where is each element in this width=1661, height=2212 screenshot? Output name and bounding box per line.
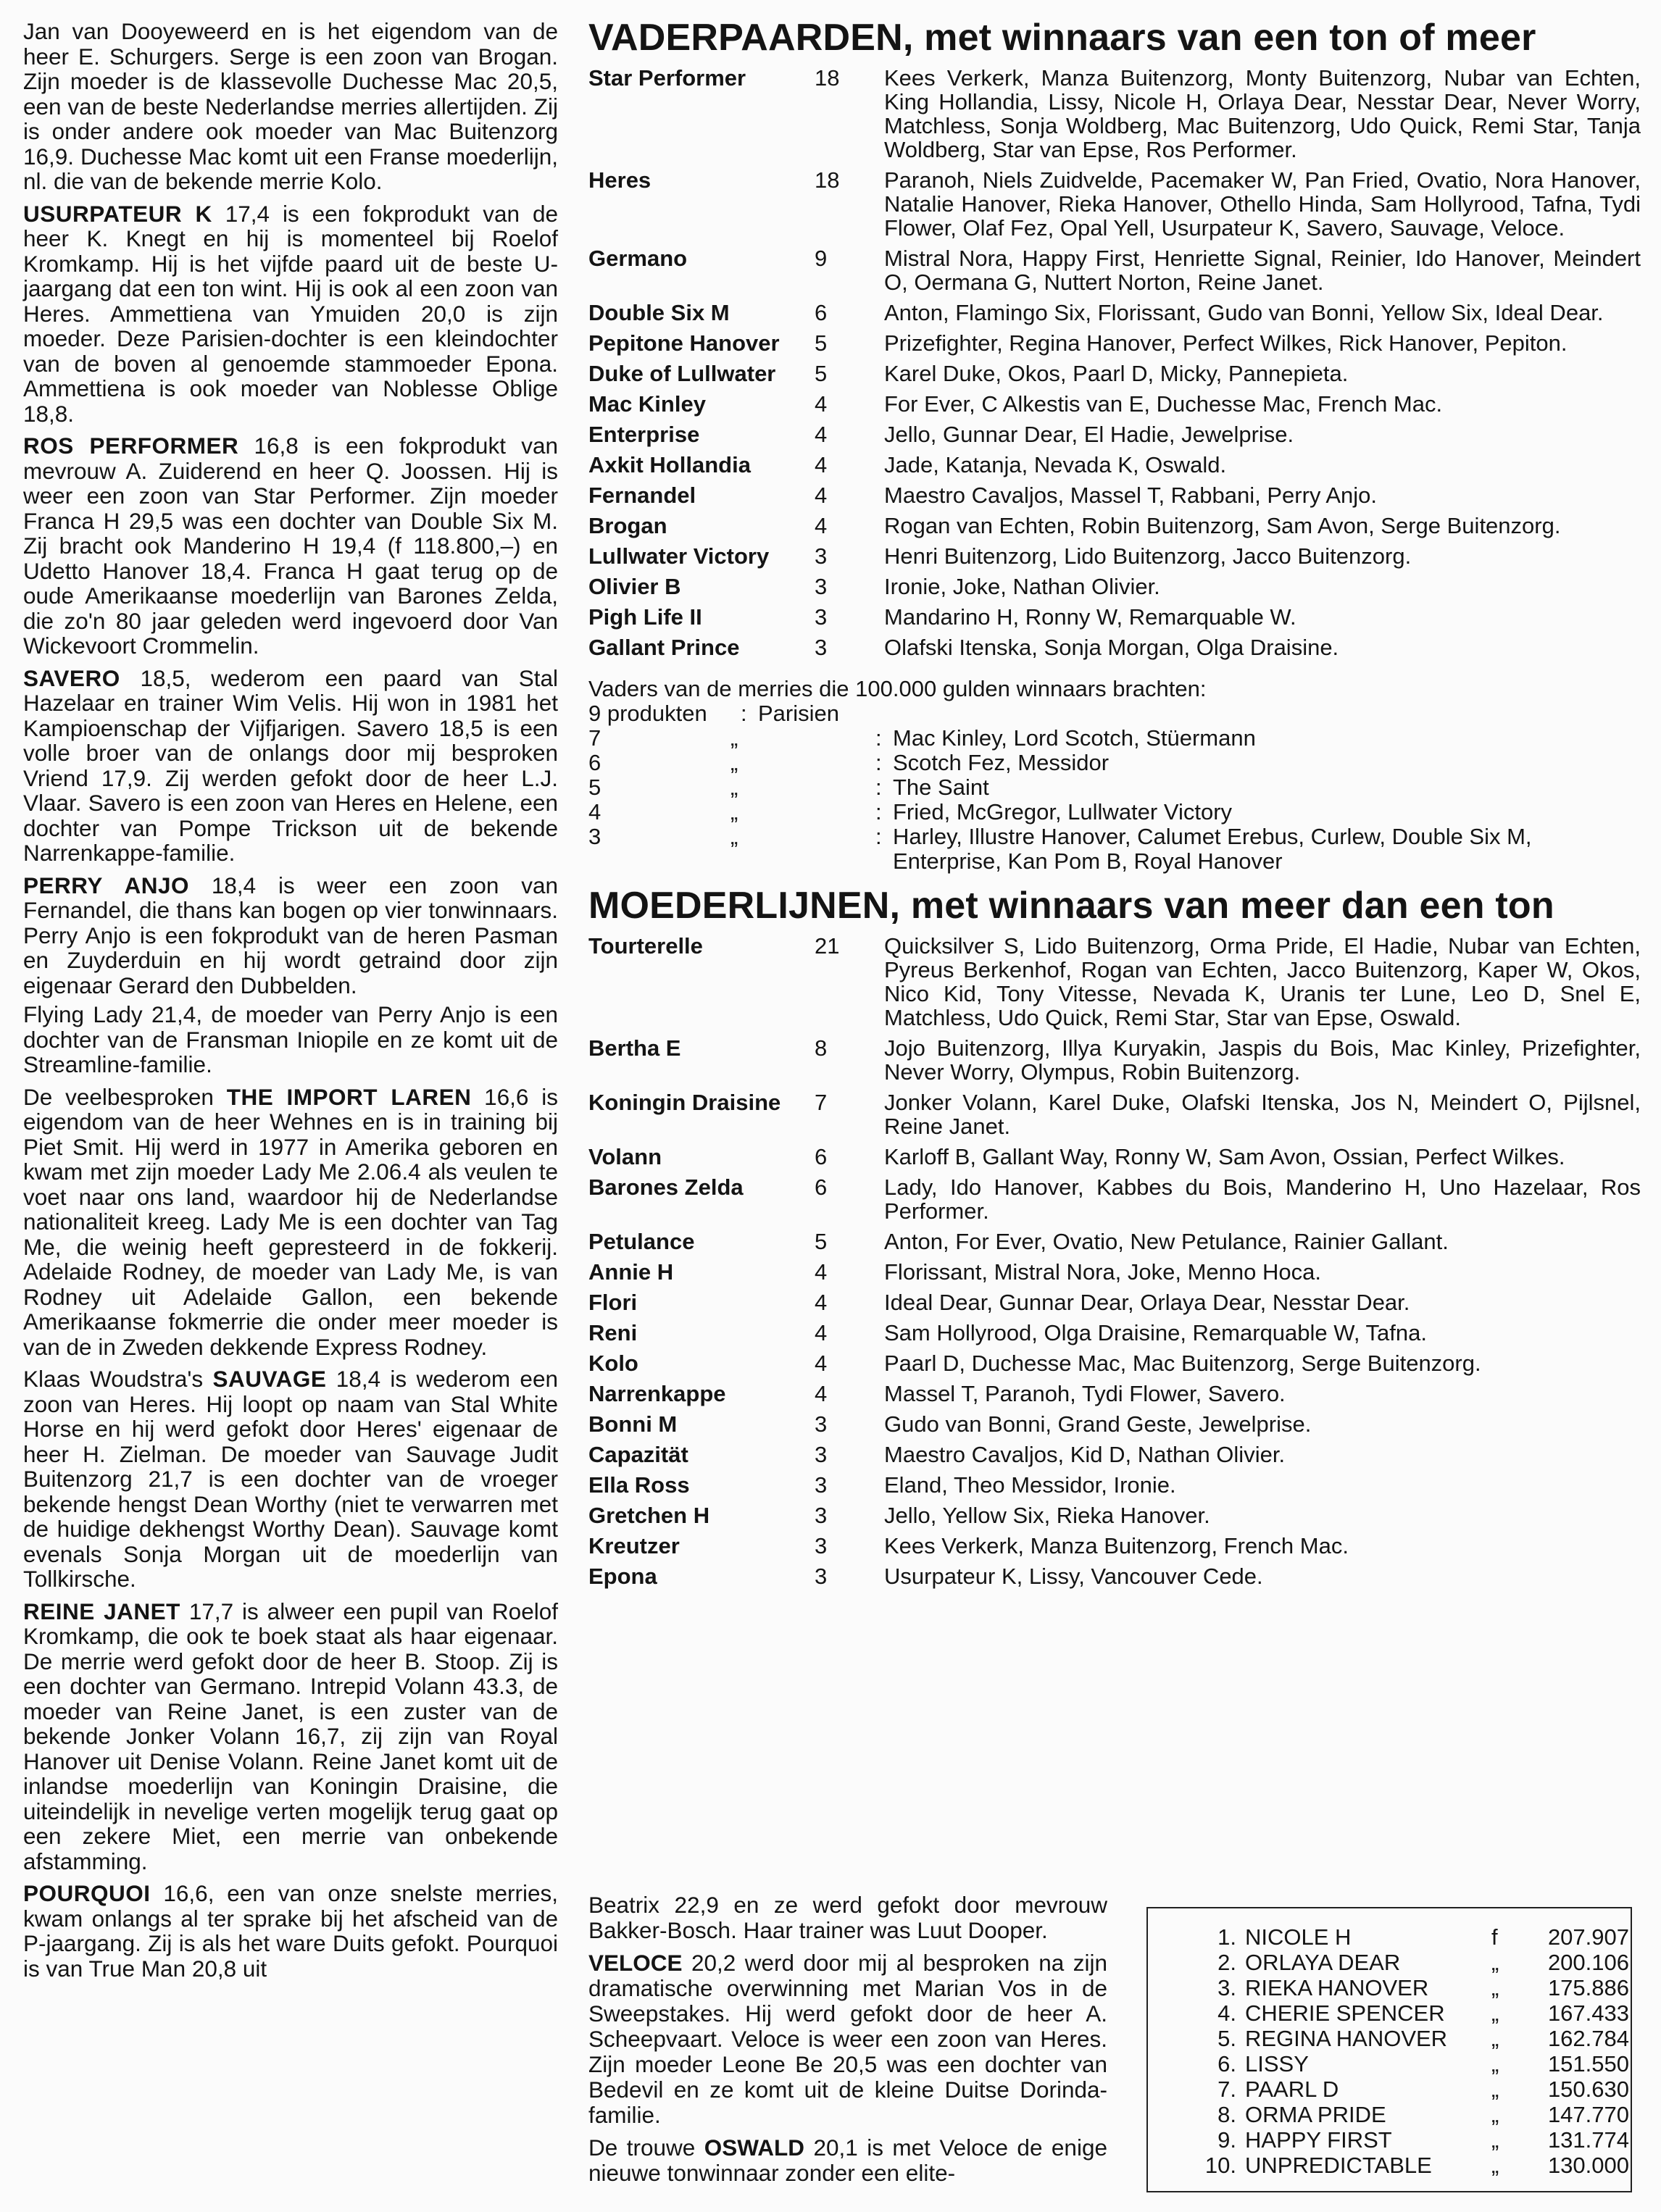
- winner-list: Eland, Theo Messidor, Ironie.: [884, 1472, 1176, 1498]
- winner-list: Jello, Gunnar Dear, El Hadie, Jewelprise.: [884, 422, 1294, 447]
- table-row: [588, 568, 1641, 598]
- rank: 8.: [1217, 2102, 1236, 2127]
- table-row: [588, 59, 1641, 162]
- winner-count: 18: [815, 167, 840, 193]
- table-row: [588, 162, 1641, 240]
- horse-name: Lullwater Victory: [588, 543, 770, 569]
- winner-list: Florissant, Mistral Nora, Joke, Menno Hoca.: [884, 1259, 1321, 1285]
- currency: „: [1491, 2026, 1499, 2051]
- moederlijnen-table: [588, 927, 1641, 1588]
- article-left-column: [23, 19, 558, 1988]
- horse-name: Enterprise: [588, 422, 700, 447]
- winner-list: Ideal Dear, Gunnar Dear, Orlaya Dear, Nesstar Dear.: [884, 1290, 1410, 1315]
- horse-name: Ella Ross: [588, 1472, 690, 1498]
- winner-count: 4: [815, 452, 828, 477]
- winner-count: 18: [815, 65, 840, 91]
- winner-count: 5: [815, 361, 828, 386]
- earnings: 151.550: [1547, 2051, 1629, 2077]
- currency: f: [1491, 1924, 1498, 1950]
- winner-list: Sam Hollyrood, Olga Draisine, Remarquable W, Tafna.: [884, 1320, 1427, 1345]
- earnings: 175.886: [1547, 1975, 1629, 2000]
- winner-list: Maestro Cavaljos, Massel T, Rabbani, Perry Anjo.: [884, 483, 1378, 508]
- winner-count: 3: [815, 635, 828, 660]
- winner-count: 4: [815, 1351, 828, 1376]
- winner-list: Olafski Itenska, Sonja Morgan, Olga Draisine.: [884, 635, 1339, 660]
- horse-name: Petulance: [588, 1229, 695, 1254]
- article-paragraph: De veelbesproken THE IMPORT LAREN 16,6 is eigendom van de heer Wehnes en is in training bij Piet Smit. Hij werd in 1977 in Amerika geboren en kwam met zijn moeder Lady Me 2.06.4 als veulen te voet naar ons land, waardoor hij de Nederlandse nationaliteit kreeg. Lady Me is een dochter van Tag Me, die weinig heeft gepresteerd in de fokkerij. Adelaide Rodney, de moeder van Lady Me, is van Rodney uit Adelaide Gallon, een bekende Amerikaanse fokmerrie die onder meer moeder is van de in Zweden dekkende Express Rodney.: [23, 1083, 558, 1360]
- rank: 1.: [1217, 1924, 1236, 1950]
- horse-name: Bertha E: [588, 1035, 681, 1061]
- horse-name: THE IMPORT LAREN: [226, 1083, 472, 1110]
- horse-name: Star Performer: [588, 65, 746, 91]
- horse-name: RIEKA HANOVER: [1245, 1975, 1429, 2000]
- horse-name: Flori: [588, 1290, 638, 1315]
- rank: 7.: [1217, 2077, 1236, 2102]
- ditto-mark: „: [730, 750, 738, 775]
- winner-count: 6: [815, 1174, 828, 1200]
- horse-name: Heres: [588, 167, 652, 193]
- earnings: 167.433: [1547, 2000, 1629, 2026]
- ditto-mark: „: [730, 775, 738, 800]
- winner-list: Jello, Yellow Six, Rieka Hanover.: [884, 1503, 1210, 1528]
- winner-count: 3: [815, 1533, 828, 1558]
- table-row: [588, 1466, 1641, 1497]
- horse-name: Olivier B: [588, 574, 681, 599]
- horse-name: ORMA PRIDE: [1245, 2102, 1386, 2127]
- article-paragraph: Flying Lady 21,4, de moeder van Perry Anjo is een dochter van de Fransman Iniopile en ze komt uit de Streamline-familie.: [23, 1001, 558, 1077]
- winner-count: 3: [815, 604, 828, 630]
- product-count: 4: [588, 799, 601, 825]
- table-row: [588, 1314, 1641, 1345]
- product-count: 5: [588, 775, 601, 800]
- rank: 4.: [1217, 2000, 1236, 2026]
- list-item: [1191, 1950, 1631, 1975]
- table-row: [588, 1558, 1641, 1588]
- currency: „: [1491, 1975, 1499, 2000]
- horse-name: Epona: [588, 1564, 657, 1589]
- article-paragraph: Jan van Dooyeweerd en is het eigendom van de heer E. Schurgers. Serge is een zoon van Brogan. Zijn moeder is de klassevolle Duchesse Mac 20,5, een van de beste Nederlandse merries allertijden. Zij is onder andere ook moeder van Mac Buitenzorg 16,9. Duchesse Mac komt uit een Franse moederlijn, nl. die van de bekende merrie Kolo.: [23, 18, 558, 194]
- winner-list: Jonker Volann, Karel Duke, Olafski Itenska, Jos N, Meindert O, Pijlsnel, Reine Janet.: [884, 1090, 1641, 1139]
- winner-list: Jade, Katanja, Nevada K, Oswald.: [884, 452, 1227, 477]
- list-item: [588, 800, 1641, 825]
- horse-name: POURQUOI: [23, 1880, 151, 1906]
- table-row: [588, 1223, 1641, 1253]
- winner-list: Anton, Flamingo Six, Florissant, Gudo van Bonni, Yellow Six, Ideal Dear.: [884, 300, 1604, 325]
- currency: „: [1491, 2153, 1499, 2178]
- winner-count: 4: [815, 1381, 828, 1406]
- horse-name: Brogan: [588, 513, 667, 538]
- currency: „: [1491, 2102, 1499, 2127]
- colon-separator: :: [875, 750, 882, 775]
- rank: 9.: [1217, 2127, 1236, 2153]
- horse-name: ROS PERFORMER: [23, 433, 239, 459]
- horse-name: Capazität: [588, 1442, 688, 1467]
- list-item: [1191, 1924, 1631, 1950]
- fathers-of-mares-section: [588, 677, 1641, 874]
- winner-count: 21: [815, 933, 840, 959]
- winner-count: 5: [815, 330, 828, 356]
- horse-name: Pigh Life II: [588, 604, 702, 630]
- sire-list: Mac Kinley, Lord Scotch, Stüermann: [893, 725, 1256, 751]
- winner-list: Quicksilver S, Lido Buitenzorg, Orma Pride, El Hadie, Nubar van Echten, Pyreus Berkenhof, Rogan van Echten, Jacco Buitenzorg, Kaper W, Okos, Nico Kid, Tony Vitesse, Nevada K, Uranis ter Lune, Leo D, Snel E, Matchless, Udo Quick, Remi Star, Star van Epse, Oswald.: [884, 933, 1641, 1030]
- winner-list: Paranoh, Niels Zuidvelde, Pacemaker W, Pan Fried, Ovatio, Nora Hanover, Natalie Hanover, Rieka Hanover, Othello Hinda, Sam Hollyrood, Tafna, Tydi Flower, Olaf Fez, Opal Yell, Usurpateur K, Savero, Sauvage, Veloce.: [884, 167, 1641, 241]
- article-paragraph: Klaas Woudstra's SAUVAGE 18,4 is wederom een zoon van Heres. Hij loopt op naam van Stal White Horse en hij werd gefokt door Heres' eigenaar de heer H. Zielman. De moeder van Sauvage Judit Buitenzorg 21,7 is een dochter van de vroeger bekende hengst Dean Worthy (niet te verwarren met de huidige dekhengst Worthy Dean). Sauvage komt evenals Sonja Morgan uit de moederlijn van Tollkirsche.: [23, 1366, 558, 1592]
- horse-name: NICOLE H: [1245, 1924, 1352, 1950]
- horse-name: Bonni M: [588, 1411, 678, 1437]
- product-count: 7: [588, 725, 601, 751]
- horse-name: Germano: [588, 246, 688, 271]
- sire-list: Fried, McGregor, Lullwater Victory: [893, 799, 1233, 825]
- article-paragraph: SAVERO 18,5, wederom een paard van Stal Hazelaar en trainer Wim Velis. Hij won in 1981 het Kampioenschap der Vijfjarigen. Savero 18,5 is een volle broer van de onlangs door mij besproken Vriend 17,9. Zij werden gefokt door de heer L.J. Vlaar. Savero is een zoon van Heres en Helene, een dochter van Pompe Trickson uit de bekende Narrenkappe-familie.: [23, 664, 558, 866]
- earnings: 200.106: [1547, 1950, 1629, 1975]
- moederlijnen-title: MOEDERLIJNEN, met winnaars van meer dan een ton: [588, 885, 1554, 927]
- horse-name: SAUVAGE: [212, 1366, 327, 1392]
- article-paragraph: VELOCE 20,2 werd door mij al besproken na zijn dramatische overwinning met Marian Vos in de Sweepstakes. Hij werd gefokt door de heer A. Scheepvaart. Veloce is weer een zoon van Heres. Zijn moeder Leone Be 20,5 was een dochter van Bedevil en ze komt uit de kleine Duitse Dorinda-familie.: [588, 1950, 1107, 2128]
- table-row: [588, 1284, 1641, 1314]
- winner-list: Rogan van Echten, Robin Buitenzorg, Sam Avon, Serge Buitenzorg.: [884, 513, 1561, 538]
- list-item: [588, 751, 1641, 775]
- table-row: [588, 1406, 1641, 1436]
- horse-name: Kreutzer: [588, 1533, 680, 1558]
- winner-count: 4: [815, 483, 828, 508]
- winner-count: 4: [815, 1320, 828, 1345]
- table-row: [588, 1138, 1641, 1169]
- sire-list: Harley, Illustre Hanover, Calumet Erebus, Curlew, Double Six M, Enterprise, Kan Pom B, Royal Hanover: [893, 824, 1532, 874]
- horse-name: Gretchen H: [588, 1503, 710, 1528]
- list-item: [1191, 2000, 1631, 2026]
- sire-list: The Saint: [893, 775, 989, 800]
- table-row: [588, 629, 1641, 659]
- sire-list: Scotch Fez, Messidor: [893, 750, 1110, 775]
- horse-name: CHERIE SPENCER: [1245, 2000, 1445, 2026]
- horse-name: ORLAYA DEAR: [1245, 1950, 1401, 1975]
- rank: 3.: [1217, 1975, 1236, 2000]
- rank: 5.: [1217, 2026, 1236, 2051]
- horse-name: Double Six M: [588, 300, 730, 325]
- table-row: [588, 1375, 1641, 1406]
- article-paragraph: De trouwe OSWALD 20,1 is met Veloce de enige nieuwe tonwinnaar zonder een elite-: [588, 2134, 1107, 2186]
- vaderpaarden-title: VADERPAARDEN, met winnaars van een ton of meer: [588, 17, 1536, 59]
- currency: „: [1491, 2051, 1499, 2077]
- table-row: [588, 355, 1641, 385]
- winner-list: Kees Verkerk, Manza Buitenzorg, Monty Buitenzorg, Nubar van Echten, King Hollandia, Lissy, Nicole H, Orlaya Dear, Nesstar Dear, Never Worry, Matchless, Sonja Woldberg, Mac Buitenzorg, Udo Quick, Remi Star, Tanja Woldberg, Star van Epse, Ros Performer.: [884, 65, 1641, 162]
- ditto-mark: „: [730, 799, 738, 825]
- winner-count: 4: [815, 1259, 828, 1285]
- horse-name: HAPPY FIRST: [1245, 2127, 1392, 2153]
- rank: 6.: [1217, 2051, 1236, 2077]
- table-row: [588, 294, 1641, 325]
- winner-count: 8: [815, 1035, 828, 1061]
- winner-list: Henri Buitenzorg, Lido Buitenzorg, Jacco Buitenzorg.: [884, 543, 1412, 569]
- table-row: [588, 927, 1641, 1030]
- table-row: [588, 1084, 1641, 1138]
- winner-list: Maestro Cavaljos, Kid D, Nathan Olivier.: [884, 1442, 1286, 1467]
- list-item: [588, 775, 1641, 800]
- article-paragraph: POURQUOI 16,6, een van onze snelste merries, kwam onlangs al ter sprake bij het afscheid van de P-jaargang. Zij is als het ware Duits gefokt. Pourquoi is van True Man 20,8 uit: [23, 1880, 558, 1982]
- winner-count: 3: [815, 574, 828, 599]
- table-row: [588, 1169, 1641, 1223]
- product-count: 6: [588, 750, 601, 775]
- table-row: [588, 1497, 1641, 1527]
- winner-count: 6: [815, 1144, 828, 1169]
- list-item: [588, 825, 1641, 874]
- winner-count: 4: [815, 513, 828, 538]
- article-paragraph: ROS PERFORMER 16,8 is een fokprodukt van mevrouw A. Zuiderend en heer Q. Joossen. Hij is weer een zoon van Star Performer. Zijn moeder Franca H 29,5 was een dochter van Double Six M. Zij bracht ook Manderino H 19,4 (f 118.800,–) en Udetto Hanover 18,4. Franca H gaat terug op de oude Amerikaanse moederlijn van Barones Zelda, die zo'n 80 jaar geleden werd ingevoerd door Van Wickevoort Crommelin.: [23, 433, 558, 659]
- earnings: 131.774: [1547, 2127, 1629, 2153]
- horse-name: Axkit Hollandia: [588, 452, 751, 477]
- list-item: [1191, 2051, 1631, 2077]
- winner-list: Mandarino H, Ronny W, Remarquable W.: [884, 604, 1296, 630]
- article-bottom-column: [588, 1892, 1107, 2193]
- horse-name: Annie H: [588, 1259, 674, 1285]
- list-item: [1191, 2102, 1631, 2127]
- table-row: [588, 240, 1641, 294]
- horse-name: Tourterelle: [588, 933, 703, 959]
- statistics-column: [588, 16, 1641, 1588]
- winner-count: 6: [815, 300, 828, 325]
- list-item: [1191, 2153, 1631, 2178]
- table-row: [588, 507, 1641, 538]
- table-row: [588, 446, 1641, 477]
- horse-name: Gallant Prince: [588, 635, 740, 660]
- winner-list: Anton, For Ever, Ovatio, New Petulance, Rainier Gallant.: [884, 1229, 1449, 1254]
- table-row: [588, 416, 1641, 446]
- rank: 10.: [1204, 2153, 1236, 2178]
- winner-list: Prizefighter, Regina Hanover, Perfect Wilkes, Rick Hanover, Pepiton.: [884, 330, 1568, 356]
- table-row: [588, 538, 1641, 568]
- table-row: [588, 1345, 1641, 1375]
- winner-count: 5: [815, 1229, 828, 1254]
- rank: 2.: [1217, 1950, 1236, 1975]
- horse-name: LISSY: [1245, 2051, 1309, 2077]
- table-row: [588, 598, 1641, 629]
- colon-separator: :: [875, 725, 882, 751]
- list-item: [1191, 2026, 1631, 2051]
- winner-count: 3: [815, 1503, 828, 1528]
- horse-name: PERRY ANJO: [23, 872, 189, 898]
- currency: „: [1491, 2000, 1499, 2026]
- winner-list: Lady, Ido Hanover, Kabbes du Bois, Manderino H, Uno Hazelaar, Ros Performer.: [884, 1174, 1641, 1224]
- winner-count: 4: [815, 422, 828, 447]
- list-item: [1191, 2127, 1631, 2153]
- horse-name: Volann: [588, 1144, 662, 1169]
- top-ten-box: [1146, 1907, 1632, 2192]
- winner-count: 3: [815, 543, 828, 569]
- earnings: 130.000: [1547, 2153, 1629, 2178]
- colon-separator: :: [875, 775, 882, 800]
- product-count: 3: [588, 824, 601, 849]
- product-count: 9 produkten: [588, 701, 707, 726]
- winner-count: 4: [815, 1290, 828, 1315]
- vaderpaarden-table: [588, 59, 1641, 659]
- table-row: [588, 385, 1641, 416]
- winner-count: 3: [815, 1564, 828, 1589]
- table-row: [588, 325, 1641, 355]
- colon-separator: :: [741, 701, 747, 726]
- list-item: [588, 726, 1641, 751]
- winner-count: 3: [815, 1411, 828, 1437]
- winner-count: 4: [815, 391, 828, 417]
- horse-name: VELOCE: [588, 1950, 683, 1976]
- horse-name: SAVERO: [23, 664, 120, 691]
- horse-name: Narrenkappe: [588, 1381, 726, 1406]
- table-row: [588, 1253, 1641, 1284]
- table-row: [588, 1030, 1641, 1084]
- winner-list: Mistral Nora, Happy First, Henriette Signal, Reinier, Ido Hanover, Meindert O, Oermana G, Nuttert Norton, Reine Janet.: [884, 246, 1641, 295]
- horse-name: Koningin Draisine: [588, 1090, 781, 1115]
- horse-name: Kolo: [588, 1351, 638, 1376]
- currency: „: [1491, 2077, 1499, 2102]
- horse-name: OSWALD: [704, 2134, 804, 2161]
- list-item: [588, 701, 1641, 726]
- horse-name: PAARL D: [1245, 2077, 1339, 2102]
- winner-count: 3: [815, 1442, 828, 1467]
- article-paragraph: Beatrix 22,9 en ze werd gefokt door mevrouw Bakker-Bosch. Haar trainer was Luut Dooper.: [588, 1892, 1107, 1943]
- list-item: [1191, 1975, 1631, 2000]
- horse-name: Fernandel: [588, 483, 696, 508]
- winner-count: 7: [815, 1090, 828, 1115]
- colon-separator: :: [875, 799, 882, 825]
- horse-name: Barones Zelda: [588, 1174, 744, 1200]
- earnings: 147.770: [1547, 2102, 1629, 2127]
- horse-name: Pepitone Hanover: [588, 330, 780, 356]
- table-row: [588, 477, 1641, 507]
- table-row: [588, 1436, 1641, 1466]
- winner-list: Paarl D, Duchesse Mac, Mac Buitenzorg, Serge Buitenzorg.: [884, 1351, 1481, 1376]
- colon-separator: :: [875, 824, 882, 849]
- winner-list: Jojo Buitenzorg, Illya Kuryakin, Jaspis du Bois, Mac Kinley, Prizefighter, Never Worry, Olympus, Robin Buitenzorg.: [884, 1035, 1641, 1085]
- ditto-mark: „: [730, 824, 738, 849]
- article-paragraph: USURPATEUR K 17,4 is een fokprodukt van de heer K. Knegt en hij is momenteel bij Roelof Kromkamp. Hij is het vijfde paard uit de beste U-jaargang dat een ton wint. Hij is ook al een zoon van Heres. Ammettiena van Ymuiden 20,0 is zijn moeder. Deze Parisien-dochter is een kleindochter van de boven al genoemde stammoeder Epona. Ammettiena is ook moeder van Noblesse Oblige 18,8.: [23, 200, 558, 427]
- winner-list: Karel Duke, Okos, Paarl D, Micky, Pannepieta.: [884, 361, 1349, 386]
- article-paragraph: REINE JANET 17,7 is alweer een pupil van Roelof Kromkamp, die ook te boek staat als haar eigenaar. De merrie werd gefokt door de heer B. Stoop. Zij is een dochter van Germano. Intrepid Volann 43.3, de moeder van Reine Janet, is een zuster van de bekende Jonker Volann 16,7, zij zijn van Royal Hanover uit Denise Volann. Reine Janet komt uit de inlandse moederlijn van Koningin Draisine, die uiteindelijk in nevelige verten mogelijk terug gaat op een zekere Miet, een merrie van onbekende afstamming.: [23, 1598, 558, 1874]
- ditto-mark: „: [730, 725, 738, 751]
- sire-list: Parisien: [758, 701, 839, 726]
- winner-list: Gudo van Bonni, Grand Geste, Jewelprise.: [884, 1411, 1312, 1437]
- horse-name: USURPATEUR K: [23, 200, 212, 227]
- currency: „: [1491, 2127, 1499, 2153]
- winner-list: Ironie, Joke, Nathan Olivier.: [884, 574, 1160, 599]
- winner-list: Kees Verkerk, Manza Buitenzorg, French Mac.: [884, 1533, 1349, 1558]
- list-item: [1191, 2077, 1631, 2102]
- winner-count: 3: [815, 1472, 828, 1498]
- horse-name: Reni: [588, 1320, 638, 1345]
- fathers-of-mares-heading: Vaders van de merries die 100.000 gulden winnaars brachten:: [588, 676, 1207, 701]
- earnings: 207.907: [1547, 1924, 1629, 1950]
- currency: „: [1491, 1950, 1499, 1975]
- article-paragraph: PERRY ANJO 18,4 is weer een zoon van Fernandel, die thans kan bogen op vier tonwinnaars. Perry Anjo is een fokprodukt van de heren Pasman en Zuyderduin en hij wordt getraind door zijn eigenaar Gerard den Dubbelden.: [23, 872, 558, 998]
- earnings: 162.784: [1547, 2026, 1629, 2051]
- table-row: [588, 1527, 1641, 1558]
- winner-list: For Ever, C Alkestis van E, Duchesse Mac, French Mac.: [884, 391, 1443, 417]
- horse-name: UNPREDICTABLE: [1245, 2153, 1432, 2178]
- earnings: 150.630: [1547, 2077, 1629, 2102]
- winner-list: Karloff B, Gallant Way, Ronny W, Sam Avon, Ossian, Perfect Wilkes.: [884, 1144, 1565, 1169]
- horse-name: Mac Kinley: [588, 391, 706, 417]
- horse-name: REINE JANET: [23, 1598, 180, 1624]
- winner-count: 9: [815, 246, 828, 271]
- winner-list: Usurpateur K, Lissy, Vancouver Cede.: [884, 1564, 1263, 1589]
- horse-name: REGINA HANOVER: [1245, 2026, 1448, 2051]
- winner-list: Massel T, Paranoh, Tydi Flower, Savero.: [884, 1381, 1286, 1406]
- horse-name: Duke of Lullwater: [588, 361, 776, 386]
